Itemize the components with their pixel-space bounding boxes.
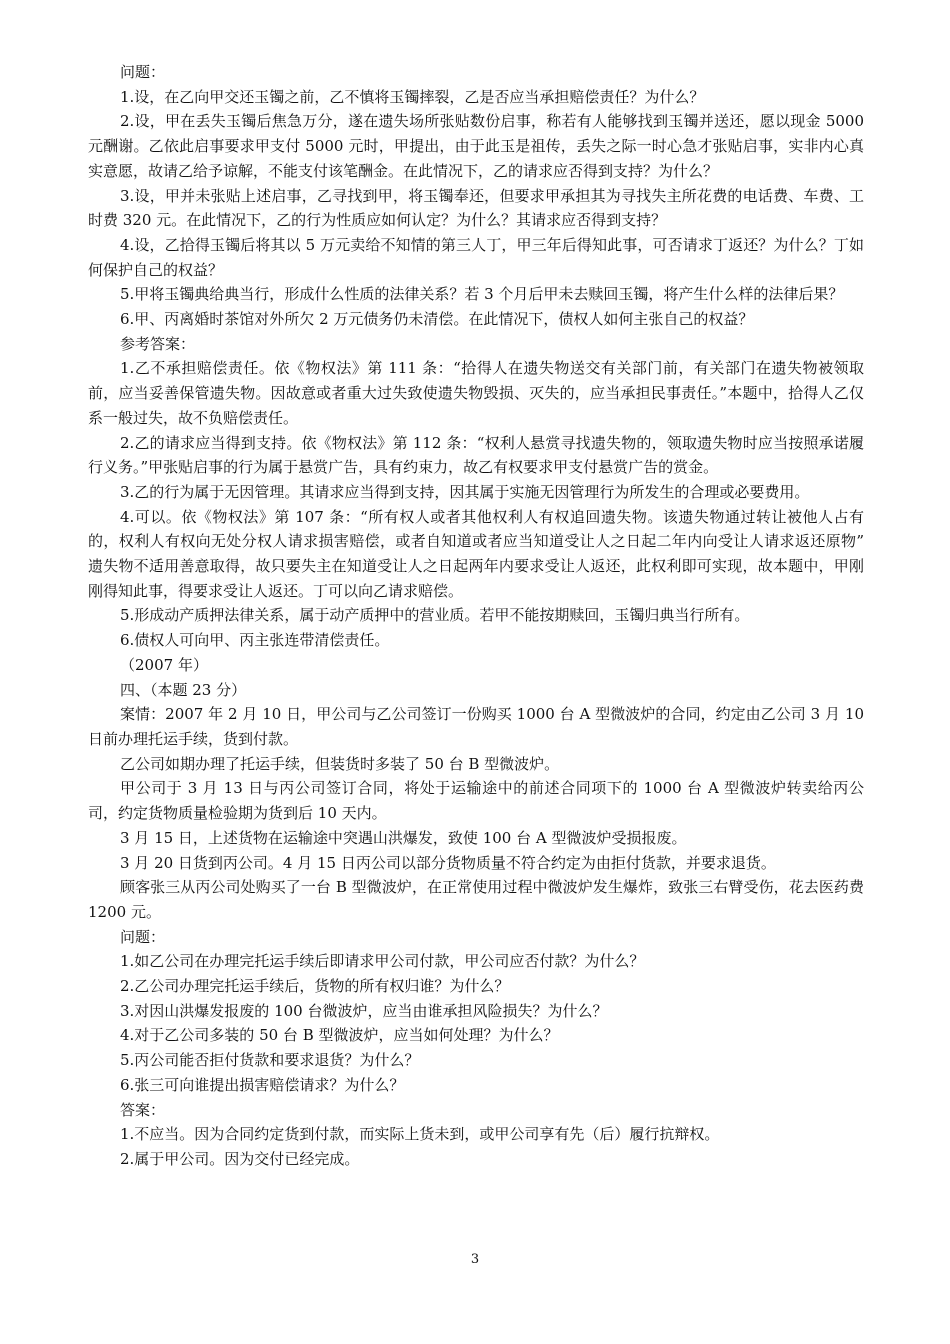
case-facts-1: 案情：2007 年 2 月 10 日，甲公司与乙公司签订一份购买 1000 台 A 型微波炉的合同，约定由乙公司 3 月 10 日前办理托运手续，货到付款。 [88, 705, 864, 748]
heading-reference-answers: 参考答案： [120, 334, 196, 353]
case-facts-2: 乙公司如期办理了托运手续，但装货时多装了 50 台 B 型微波炉。 [120, 754, 560, 773]
case-facts-6: 顾客张三从丙公司处购买了一台 B 型微波炉，在正常使用过程中微波炉发生爆炸，致张三右臂受伤，花去医药费 1200 元。 [88, 878, 864, 921]
page-number: 3 [470, 1252, 480, 1267]
case-question-1: 1.如乙公司在办理完托运手续后即请求甲公司付款，甲公司应否付款？为什么？ [120, 952, 645, 971]
page-body [88, 60, 864, 1172]
heading-answers: 答案： [120, 1100, 166, 1119]
question-4: 4.设，乙拾得玉镯后将其以 5 万元卖给不知情的第三人丁，甲三年后得知此事，可否请求丁返还？为什么？丁如何保护自己的权益？ [88, 235, 864, 279]
answer-6: 6.债权人可向甲、丙主张连带清偿责任。 [120, 631, 390, 650]
case-facts-3: 甲公司于 3 月 13 日与丙公司签订合同，将处于运输途中的前述合同项下的 1000 台 A 型微波炉转卖给丙公司，约定货物质量检验期为货到后 10 天内。 [88, 779, 864, 823]
question-1: 1.设，在乙向甲交还玉镯之前，乙不慎将玉镯摔裂，乙是否应当承担赔偿责任？为什么？ [120, 87, 705, 106]
case-question-2: 2.乙公司办理完托运手续后，货物的所有权归谁？为什么？ [120, 977, 510, 996]
section-heading: 四、（本题 23 分） [120, 680, 247, 699]
heading-questions: 问题： [120, 63, 166, 81]
answer-4: 4.可以。依《物权法》第 107 条：“所有权人或者其他权利人有权追回遗失物。该遗失物通过转让被他人占有的，权利人有权向无处分权人请求损害赔偿，或者自知道或者应当知道受让人之日起二年内向受让人请求返还原物” 遗失物不适用善意取得，故只要失主在知道受让人之日起两年内要求受让人返还，此权利即可实现，故本题中，甲刚刚得知此事，得要求受让人返还。丁可以向乙请求赔偿。 [88, 507, 864, 600]
heading-questions-2: 问题： [120, 927, 166, 946]
answer-1: 1.乙不承担赔偿责任。依《物权法》第 111 条：“拾得人在遗失物送交有关部门前，有关部门在遗失物被领取前，应当妥善保管遗失物。因故意或者重大过失致使遗失物毁损、灭失的，应当承担民事责任。”本题中，拾得人乙仅系一般过失，故不负赔偿责任。 [88, 359, 864, 427]
answer-2: 2.乙的请求应当得到支持。依《物权法》第 112 条：“权利人悬赏寻找遗失物的，领取遗失物时应当按照承诺履行义务。”甲张贴启事的行为属于悬赏广告，具有约束力，故乙有权要求甲支付悬赏广告的赏金。 [88, 433, 864, 477]
question-6: 6.甲、丙离婚时茶馆对外所欠 2 万元债务仍未清偿。在此情况下，债权人如何主张自己的权益？ [120, 310, 754, 329]
case-question-6: 6.张三可向谁提出损害赔偿请求？为什么？ [120, 1075, 405, 1094]
question-5: 5.甲将玉镯典给典当行，形成什么性质的法律关系？若 3 个月后甲未去赎回玉镯，将产生什么样的法律后果？ [120, 285, 844, 304]
case-question-5: 5.丙公司能否拒付货款和要求退货？为什么？ [120, 1051, 420, 1070]
case-answer-2: 2.属于甲公司。因为交付已经完成。 [120, 1149, 360, 1168]
answer-3: 3.乙的行为属于无因管理。其请求应当得到支持，因其属于实施无因管理行为所发生的合理或必要费用。 [120, 482, 810, 501]
case-question-4: 4.对于乙公司多装的 50 台 B 型微波炉，应当如何处理？为什么？ [120, 1026, 559, 1045]
answer-5: 5.形成动产质押法律关系，属于动产质押中的营业质。若甲不能按期赎回，玉镯归典当行所有。 [120, 606, 750, 625]
case-answer-1: 1.不应当。因为合同约定货到付款，而实际上货未到，或甲公司享有先（后）履行抗辩权。 [120, 1125, 720, 1144]
case-facts-4: 3 月 15 日，上述货物在运输途中突遇山洪爆发，致使 100 台 A 型微波炉受损报废。 [120, 828, 687, 847]
year-label: （2007 年） [120, 655, 208, 674]
case-question-3: 3.对因山洪爆发报废的 100 台微波炉，应当由谁承担风险损失？为什么？ [120, 1001, 608, 1020]
question-3: 3.设，甲并未张贴上述启事，乙寻找到甲，将玉镯奉还，但要求甲承担其为寻找失主所花费的电话费、车费、工时费 320 元。在此情况下，乙的行为性质应如何认定？为什么？其请求应否得到支持？ [88, 186, 864, 230]
question-2: 2.设，甲在丢失玉镯后焦急万分，遂在遗失场所张贴数份启事，称若有人能够找到玉镯并送还，愿以现金 5000 元酬谢。乙依此启事要求甲支付 5000 元时，甲提出，由于此玉是祖传，丢失之际一时心急才张贴启事，实非内心真实意愿，故请乙给予谅解，不能支付该笔酬金。在此情况下，乙的请求应否得到支持？为什么？ [88, 112, 864, 180]
case-facts-5: 3 月 20 日货到丙公司。4 月 15 日丙公司以部分货物质量不符合约定为由拒付货款，并要求退货。 [120, 853, 776, 872]
